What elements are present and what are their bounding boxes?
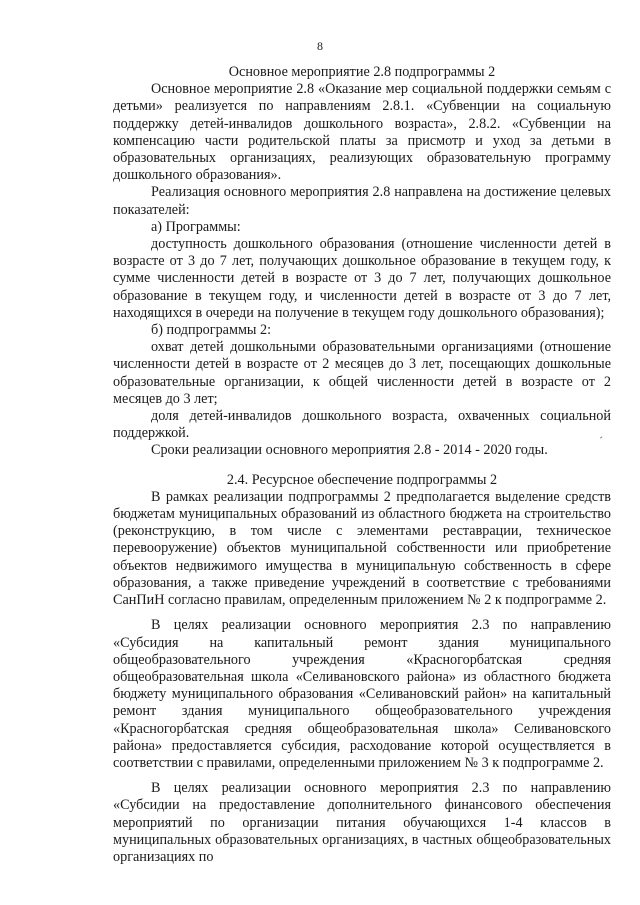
paragraph-program-label: а) Программы: bbox=[151, 218, 241, 235]
paragraph-preschool-coverage: охват детей дошкольными образовательными организациями (отношение численности детей в возрасте от 2 месяцев до 3 лет, посещающих дошкольные образовательные организации, к общей численности детей в возрасте от 2 месяцев до 3 лет; bbox=[113, 339, 611, 407]
paragraph-implementation-period: Сроки реализации основного мероприятия 2.8 - 2014 - 2020 годы. bbox=[151, 442, 548, 459]
document-body bbox=[113, 64, 611, 866]
paragraph-funding-allocation: В рамках реализации подпрограммы 2 предполагается выделение средств бюджетам муниципальных образований из областного бюджета на строительство (реконструкцию, в том числе с элементами реставрации, техническое перевооружение) объектов муниципальной собственности или приобретение объектов недвижимого имущества в муниципальную собственность в сфере образования, а также приведение учреждений в соответствие с требованиями СанПиН согласно правилам, определенным приложением № 2 к подпрограмме 2. bbox=[113, 488, 611, 609]
paragraph-subprogram-label: б) подпрограммы 2: bbox=[151, 322, 272, 339]
paragraph-disabled-children-share: доля детей-инвалидов дошкольного возраста, охваченных социальной поддержкой. bbox=[113, 408, 611, 442]
paragraph-measure-description: Основное мероприятие 2.8 «Оказание мер социальной поддержки семьям с детьми» реализуется по направлениям 2.8.1. «Субвенции на социальную поддержку детей-инвалидов дошкольного возраста», 2.8.2. «Субвенции на компенсацию части родительской платы за присмотр и уход за детьми в образовательных организациях, реализующих образовательную программу дошкольного образования». bbox=[113, 81, 611, 184]
paragraph-target-indicators: Реализация основного мероприятия 2.8 направлена на достижение целевых показателей: bbox=[113, 184, 611, 218]
section-title-2-8: Основное мероприятие 2.8 подпрограммы 2 bbox=[228, 64, 496, 80]
section-title-resource-support: 2.4. Ресурсное обеспечение подпрограммы 2 bbox=[226, 471, 498, 488]
paragraph-preschool-availability: доступность дошкольного образования (отношение численности детей в возрасте от 3 до 7 лет, получающих дошкольное образование в текущем году, к сумме численности детей в возрасте от 3 до 7 лет, получающих дошкольное образование в текущем году, и численности детей в возрасте от 3 до 7 лет, находящихся в очереди на получение в текущем году дошкольного образования); bbox=[113, 236, 611, 321]
paragraph-school-repair-subsidy: В целях реализации основного мероприятия 2.3 по направлению «Субсидия на капитальный ремонт здания муниципального общеобразовательного учреждения «Красногорбатская средняя общеобразовательная школа «Селивановского района» из областного бюджета бюджету муниципального образования «Селивановский район» на капитальный ремонт здания муниципального общеобразовательного учреждения «Красногорбатская средняя общеобразовательная школа» Селивановского района» предоставляется субсидия, расходование которой осуществляется в соответствии с правилами, определенными приложением № 3 к подпрограмме 2. bbox=[113, 617, 611, 771]
margin-mark: ˊ bbox=[599, 434, 603, 448]
page-number: 8 bbox=[317, 39, 323, 53]
paragraph-meals-subsidy: В целях реализации основного мероприятия 2.3 по направлению «Субсидии на предоставление дополнительного финансового обеспечения мероприятий по организации питания обучающихся 1-4 классов в муниципальных образовательных организациях, в частных общеобразовательных организациях по bbox=[113, 780, 611, 865]
